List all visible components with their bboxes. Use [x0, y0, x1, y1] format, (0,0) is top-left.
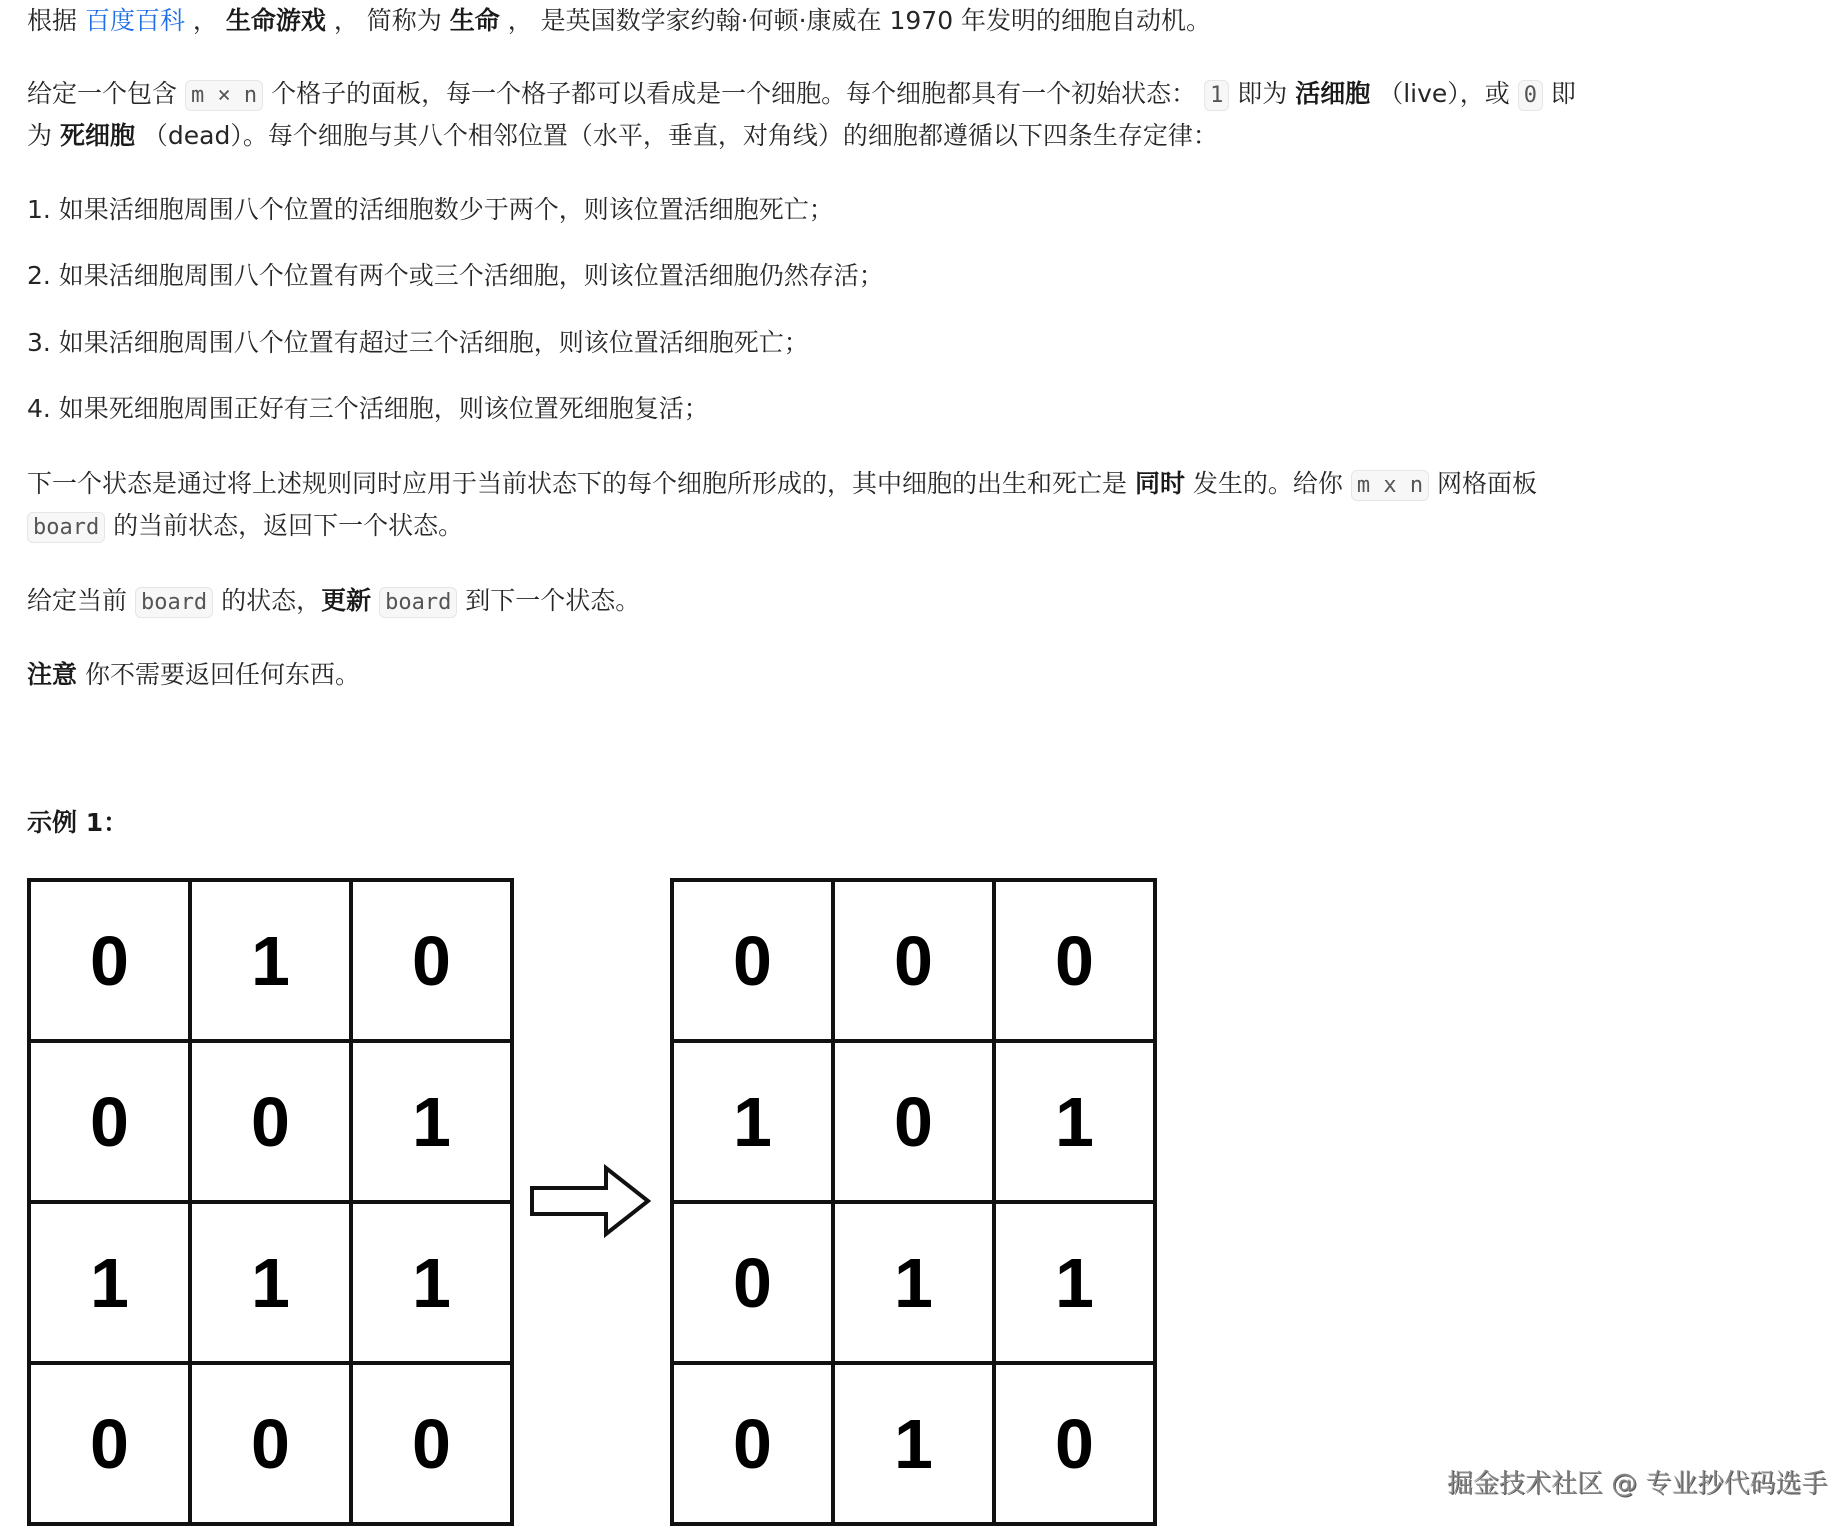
code-inline: m × n [185, 80, 263, 111]
board-cell: 0 [190, 1041, 351, 1202]
board-cell: 1 [672, 1041, 833, 1202]
board-cell: 1 [190, 1202, 351, 1363]
rule-1: 1. 如果活细胞周围八个位置的活细胞数少于两个，则该位置活细胞死亡； [27, 195, 834, 224]
text: 根据 [27, 6, 85, 35]
board-cell: 0 [29, 880, 190, 1041]
text: 即 [1542, 79, 1576, 108]
board-cell: 1 [29, 1202, 190, 1363]
text: 网格面板 [1429, 469, 1538, 498]
board-cell: 0 [29, 1363, 190, 1524]
text: 死细胞 [59, 121, 135, 150]
board-cell: 0 [833, 880, 994, 1041]
board-cell: 1 [833, 1202, 994, 1363]
note-paragraph [27, 654, 360, 695]
text: 注意 [27, 660, 78, 689]
text: 即为 [1229, 79, 1296, 108]
board-cell: 1 [833, 1363, 994, 1524]
text: ， 简称为 [325, 6, 450, 35]
text: 下一个状态是通过将上述规则同时应用于当前状态下的每个细胞所形成的，其中细胞的出生和死亡是 [27, 469, 1135, 498]
baidu-baike-link[interactable]: 百度百科 [84, 6, 185, 35]
text: ， [184, 6, 226, 35]
next-state-line-1 [27, 463, 1537, 506]
text: （dead）。每个细胞与其八个相邻位置（水平，垂直，对角线）的细胞都遵循以下四条生存定律： [134, 121, 1218, 150]
code-inline: 1 [1204, 80, 1229, 111]
code-inline: 0 [1518, 80, 1543, 111]
next-state-line-2 [27, 505, 463, 548]
text: 更新 [321, 586, 372, 615]
text: 到下一个状态。 [457, 586, 641, 615]
arrow-right-icon [528, 1164, 654, 1238]
board-cell: 0 [672, 1202, 833, 1363]
text: 的状态， [213, 586, 322, 615]
text: 发生的。给你 [1184, 469, 1351, 498]
text: 给定当前 [27, 586, 135, 615]
board-cell: 0 [994, 1363, 1155, 1524]
rule-4: 4. 如果死细胞周围正好有三个活细胞，则该位置死细胞复活； [27, 394, 709, 423]
text: 你不需要返回任何东西。 [77, 660, 360, 689]
board-cell: 1 [994, 1202, 1155, 1363]
code-inline: board [27, 512, 105, 543]
text: 的当前状态，返回下一个状态。 [105, 511, 464, 540]
example-title [27, 802, 128, 843]
board-cell: 0 [994, 880, 1155, 1041]
board-cell: 1 [190, 880, 351, 1041]
code-inline: board [135, 587, 213, 618]
text [371, 586, 379, 615]
text: 示例 1： [27, 808, 129, 837]
text: （live），或 [1370, 79, 1518, 108]
update-paragraph [27, 580, 640, 623]
text: 个格子的面板，每一个格子都可以看成是一个细胞。每个细胞都具有一个初始状态： [263, 79, 1205, 108]
board-cell: 0 [190, 1363, 351, 1524]
board-cell: 0 [833, 1041, 994, 1202]
text: ， 是英国数学家约翰·何顿·康威在 1970 年发明的细胞自动机。 [499, 6, 1212, 35]
board-before [27, 878, 514, 1526]
text: 生命游戏 [225, 6, 326, 35]
board-cell: 0 [351, 880, 512, 1041]
rule-2: 2. 如果活细胞周围八个位置有两个或三个活细胞，则该位置活细胞仍然存活； [27, 261, 884, 290]
board-cell: 0 [29, 1041, 190, 1202]
board-cell: 1 [351, 1041, 512, 1202]
description-line-1 [27, 73, 1576, 116]
rule-3: 3. 如果活细胞周围八个位置有超过三个活细胞，则该位置活细胞死亡； [27, 328, 809, 357]
board-cell: 1 [351, 1202, 512, 1363]
text: 生命 [449, 6, 500, 35]
description-line-2 [27, 115, 1218, 156]
text: 同时 [1134, 469, 1185, 498]
board-cell: 0 [672, 1363, 833, 1524]
text: 活细胞 [1295, 79, 1371, 108]
board-cell: 0 [351, 1363, 512, 1524]
text: 给定一个包含 [27, 79, 185, 108]
watermark: 掘金技术社区 @ 专业抄代码选手 [1447, 1469, 1828, 1499]
board-cell: 0 [672, 880, 833, 1041]
code-inline: board [379, 587, 457, 618]
code-inline: m x n [1351, 470, 1429, 501]
text: 为 [27, 121, 60, 150]
intro-paragraph [27, 0, 1211, 41]
board-cell: 1 [994, 1041, 1155, 1202]
board-after [670, 878, 1157, 1526]
